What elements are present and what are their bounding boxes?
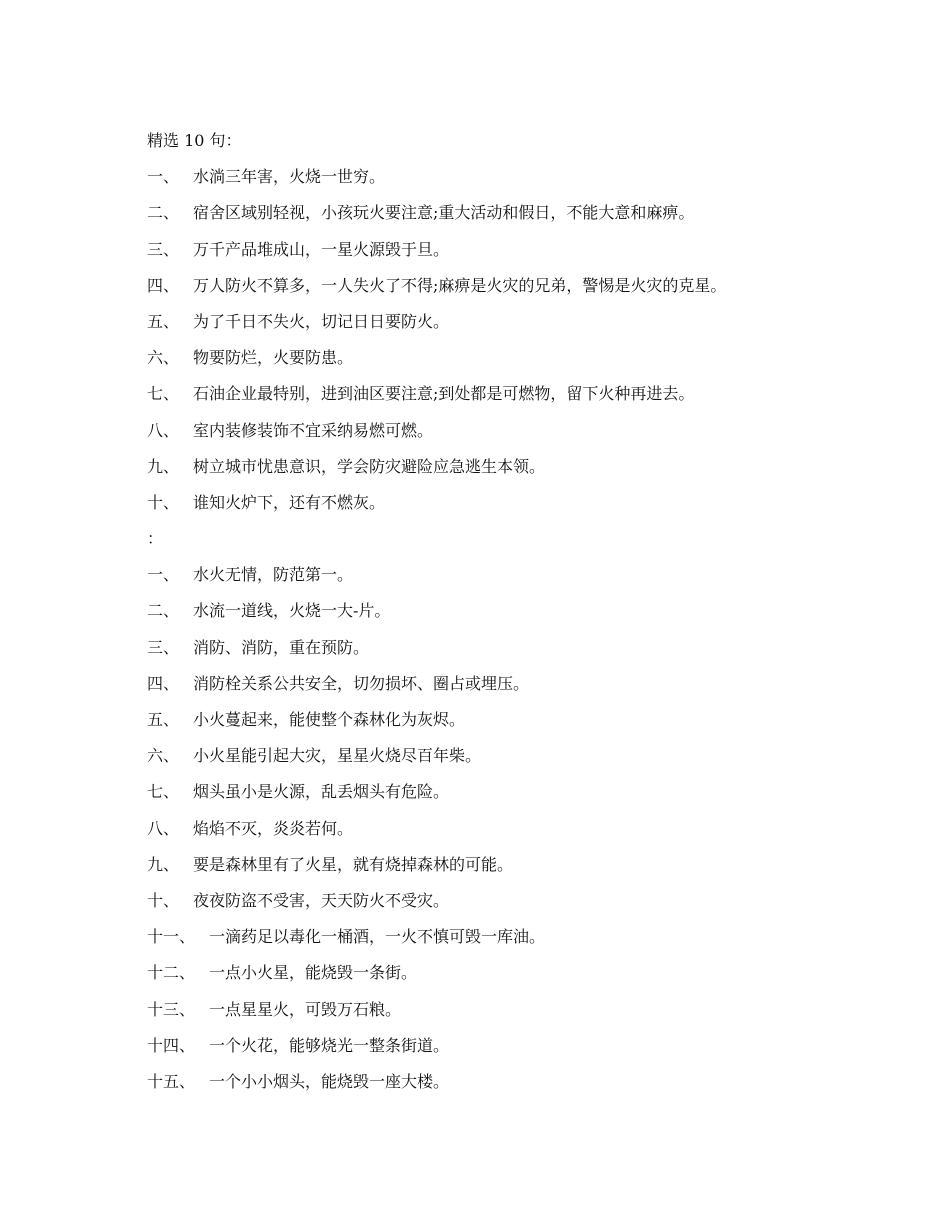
list-item xyxy=(147,413,907,449)
item-number: 一、 xyxy=(147,565,180,585)
list-item xyxy=(147,376,907,412)
item-number: 十二、 xyxy=(147,963,196,983)
item-text: 夜夜防盗不受害，天天防火不受灾。 xyxy=(193,890,450,910)
list-item xyxy=(147,1064,907,1100)
item-text: 水淌三年害，火烧一世穷。 xyxy=(193,167,386,187)
item-number: 六、 xyxy=(147,746,180,766)
item-text: 消防栓关系公共安全，切勿损坏、圈占或埋压。 xyxy=(193,673,530,693)
item-text: 一个火花，能够烧光一整条街道。 xyxy=(209,1035,450,1055)
item-number: 九、 xyxy=(147,854,180,874)
list-item xyxy=(147,630,907,666)
item-number: 十五、 xyxy=(147,1071,196,1091)
item-number: 二、 xyxy=(147,601,180,621)
item-number: 一、 xyxy=(147,167,180,187)
item-number: 四、 xyxy=(147,673,180,693)
item-text: 一点星星火，可毁万石粮。 xyxy=(209,999,402,1019)
list-item xyxy=(147,340,907,376)
list-item xyxy=(147,738,907,774)
list-item xyxy=(147,774,907,810)
list-item xyxy=(147,485,907,521)
item-text: 小火星能引起大灾，星星火烧尽百年柴。 xyxy=(193,746,482,766)
list-item xyxy=(147,666,907,702)
document-body xyxy=(147,123,907,1100)
list-item xyxy=(147,159,907,195)
list-item xyxy=(147,593,907,629)
item-text: 小火蔓起来，能使整个森林化为灰烬。 xyxy=(193,710,466,729)
item-text: 万千产品堆成山，一星火源毁于旦。 xyxy=(193,239,450,259)
item-text: 一点小火星，能烧毁一条街。 xyxy=(209,963,418,983)
item-number: 九、 xyxy=(147,456,180,476)
item-text: 焰焰不灭，炎炎若何。 xyxy=(193,818,354,838)
item-number: 七、 xyxy=(147,782,180,802)
item-text: 消防、消防，重在预防。 xyxy=(193,637,370,657)
item-number: 八、 xyxy=(147,818,180,838)
list-item xyxy=(147,847,907,883)
item-text: 一个小小烟头，能烧毁一座大楼。 xyxy=(209,1071,450,1091)
list-item xyxy=(147,702,907,738)
item-text: 为了千日不失火，切记日日要防火。 xyxy=(193,311,450,331)
item-number: 四、 xyxy=(147,275,180,295)
item-number: 八、 xyxy=(147,420,180,440)
item-number: 十、 xyxy=(147,890,180,910)
item-number: 二、 xyxy=(147,203,180,223)
section-divider: ： xyxy=(147,529,164,549)
list-item xyxy=(147,268,907,304)
list-item xyxy=(147,557,907,593)
list-item xyxy=(147,883,907,919)
item-number: 十四、 xyxy=(147,1035,196,1055)
slogan-list-1 xyxy=(147,159,907,521)
item-text: 谁知火炉下，还有不燃灰。 xyxy=(193,492,386,512)
list-item xyxy=(147,1028,907,1064)
item-number: 三、 xyxy=(147,637,180,657)
item-text: 水火无情，防范第一。 xyxy=(193,565,354,585)
item-number: 十三、 xyxy=(147,999,196,1019)
item-text: 石油企业最特别，进到油区要注意;到处都是可燃物，留下火种再进去。 xyxy=(193,384,695,404)
item-number: 十、 xyxy=(147,492,180,512)
item-number: 六、 xyxy=(147,348,180,368)
list-item xyxy=(147,992,907,1028)
list-item xyxy=(147,232,907,268)
item-number: 十一、 xyxy=(147,927,196,947)
list-item xyxy=(147,955,907,991)
item-text: 要是森林里有了火星，就有烧掉森林的可能。 xyxy=(193,854,514,874)
list-item xyxy=(147,919,907,955)
item-number: 七、 xyxy=(147,384,180,404)
item-text: 水流一道线，火烧一大-片。 xyxy=(193,601,391,621)
item-number: 五、 xyxy=(147,311,180,331)
item-number: 三、 xyxy=(147,239,180,259)
list-item xyxy=(147,195,907,231)
slogan-list-2 xyxy=(147,557,907,1100)
item-number: 五、 xyxy=(147,710,180,729)
item-text: 万人防火不算多，一人失火了不得;麻痹是火灾的兄弟，警惕是火灾的克星。 xyxy=(193,275,727,295)
list-item xyxy=(147,304,907,340)
list-item xyxy=(147,449,907,485)
item-text: 一滴药足以毒化一桶酒，一火不慎可毁一库油。 xyxy=(209,927,546,947)
item-text: 室内装修装饰不宜采纳易燃可燃。 xyxy=(193,420,434,440)
item-text: 烟头虽小是火源，乱丢烟头有危险。 xyxy=(193,782,450,802)
item-text: 物要防烂，火要防患。 xyxy=(193,348,354,368)
section-heading: 精选 10 句： xyxy=(147,131,242,150)
item-text: 宿舍区域别轻视，小孩玩火要注意;重大活动和假日，不能大意和麻痹。 xyxy=(193,203,695,223)
list-item xyxy=(147,811,907,847)
item-text: 树立城市忧患意识，学会防灾避险应急逃生本领。 xyxy=(193,456,546,476)
